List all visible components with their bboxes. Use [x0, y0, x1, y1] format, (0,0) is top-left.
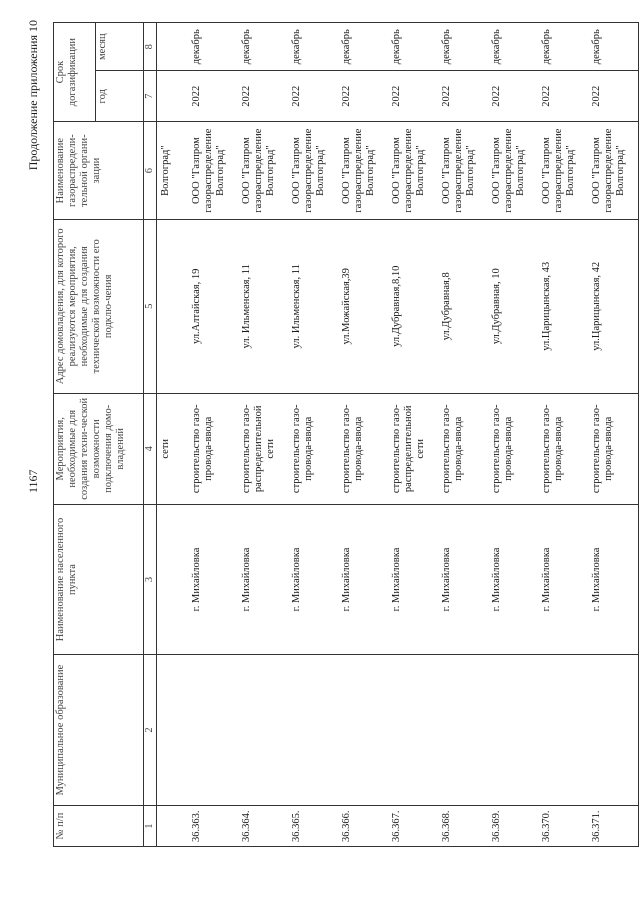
address-cell: ул.Дубравная,8,10 [388, 220, 438, 393]
row-number: 36.368. [438, 806, 488, 847]
settlement-cell: г. Михайловка [288, 505, 338, 655]
row-number: 36.366. [338, 806, 388, 847]
page-number: 1167 [26, 469, 40, 493]
row-number: 36.370. [538, 806, 588, 847]
activity-cell: строительство газо-провода-ввода [338, 393, 388, 505]
month-cell: декабрь [538, 23, 588, 71]
settlement-cell [157, 505, 189, 655]
header-address: Адрес домовладения, для которого реализуются мероприятия, необходимые для создания технической возможности его подклю-чения [54, 220, 144, 393]
year-cell: 2022 [538, 71, 588, 122]
table-row [157, 23, 189, 847]
column-number: 8 [144, 23, 157, 71]
activity-cell: строительство газо-провода-ввода [488, 393, 538, 505]
municipality-cell [488, 654, 538, 805]
address-cell: ул.Алтайская, 19 [188, 220, 238, 393]
settlement-cell: г. Михайловка [538, 505, 588, 655]
address-cell: ул.Можайская,39 [338, 220, 388, 393]
table-row [288, 23, 338, 847]
year-cell: 2022 [588, 71, 639, 122]
year-cell: 2022 [388, 71, 438, 122]
header-month: месяц [96, 23, 144, 71]
year-cell: 2022 [188, 71, 238, 122]
column-number: 7 [144, 71, 157, 122]
table-row [538, 23, 588, 847]
municipality-cell [438, 654, 488, 805]
row-number: 36.369. [488, 806, 538, 847]
settlement-cell: г. Михайловка [238, 505, 288, 655]
column-number: 4 [144, 393, 157, 505]
column-number: 3 [144, 505, 157, 655]
year-cell: 2022 [488, 71, 538, 122]
header-municipality: Муниципальное образование [54, 654, 144, 805]
month-cell: декабрь [488, 23, 538, 71]
table-body [157, 23, 639, 847]
activity-cell: сети [157, 393, 189, 505]
column-number: 5 [144, 220, 157, 393]
settlement-cell: г. Михайловка [588, 505, 639, 655]
gasification-table [53, 22, 639, 847]
header-settlement: Наименование населенного пункта [54, 505, 144, 655]
address-cell: ул.Дубравная, 10 [488, 220, 538, 393]
row-number: 36.371. [588, 806, 639, 847]
year-cell: 2022 [238, 71, 288, 122]
table-row [388, 23, 438, 847]
organization-cell: ООО "Газпром газораспределение Волгоград" [288, 122, 338, 220]
organization-cell: Волгоград" [157, 122, 189, 220]
month-cell: декабрь [188, 23, 238, 71]
table-row [238, 23, 288, 847]
month-cell: декабрь [288, 23, 338, 71]
organization-cell: ООО "Газпром газораспределение Волгоград" [538, 122, 588, 220]
activity-cell: строительство газо-распределительной сети [388, 393, 438, 505]
table-row [488, 23, 538, 847]
address-cell [157, 220, 189, 393]
year-cell: 2022 [438, 71, 488, 122]
month-cell: декабрь [588, 23, 639, 71]
address-cell: ул.Царицынская, 42 [588, 220, 639, 393]
row-number: 36.367. [388, 806, 438, 847]
activity-cell: строительство газо-провода-ввода [288, 393, 338, 505]
organization-cell: ООО "Газпром газораспределение Волгоград" [238, 122, 288, 220]
month-cell: декабрь [338, 23, 388, 71]
activity-cell: строительство газо-провода-ввода [438, 393, 488, 505]
table-row [338, 23, 388, 847]
settlement-cell: г. Михайловка [488, 505, 538, 655]
month-cell: декабрь [238, 23, 288, 71]
settlement-cell: г. Михайловка [388, 505, 438, 655]
year-cell [157, 71, 189, 122]
municipality-cell [157, 654, 189, 805]
month-cell: декабрь [438, 23, 488, 71]
year-cell: 2022 [288, 71, 338, 122]
address-cell: ул. Ильменская, 11 [238, 220, 288, 393]
row-number: 36.364. [238, 806, 288, 847]
activity-cell: строительство газо-провода-ввода [188, 393, 238, 505]
settlement-cell: г. Михайловка [438, 505, 488, 655]
table-row [188, 23, 238, 847]
row-number: 36.363. [188, 806, 238, 847]
municipality-cell [388, 654, 438, 805]
month-cell [157, 23, 189, 71]
organization-cell: ООО "Газпром газораспределение Волгоград" [488, 122, 538, 220]
address-cell: ул.Дубравная,8 [438, 220, 488, 393]
municipality-cell [588, 654, 639, 805]
activity-cell: строительство газо-распределительной сети [238, 393, 288, 505]
year-cell: 2022 [338, 71, 388, 122]
column-number: 1 [144, 806, 157, 847]
table-row [438, 23, 488, 847]
table-header [54, 23, 157, 847]
organization-cell: ООО "Газпром газораспределение Волгоград" [588, 122, 639, 220]
header-organization: Наименование газораспредели-тельной органи-зации [54, 122, 144, 220]
settlement-cell: г. Михайловка [188, 505, 238, 655]
row-number [157, 806, 189, 847]
organization-cell: ООО "Газпром газораспределение Волгоград" [188, 122, 238, 220]
activity-cell: строительство газо-провода-ввода [538, 393, 588, 505]
municipality-cell [538, 654, 588, 805]
organization-cell: ООО "Газпром газораспределение Волгоград" [438, 122, 488, 220]
header-number: № п/п [54, 806, 144, 847]
address-cell: ул. Ильменская, 11 [288, 220, 338, 393]
municipality-cell [338, 654, 388, 805]
municipality-cell [288, 654, 338, 805]
activity-cell: строительство газо-провода-ввода [588, 393, 639, 505]
address-cell: ул.Царицынская, 43 [538, 220, 588, 393]
header-deadline: Срок догазификации [54, 23, 96, 122]
continuation-note: Продолжение приложения 10 [26, 20, 40, 171]
row-number: 36.365. [288, 806, 338, 847]
municipality-cell [238, 654, 288, 805]
settlement-cell: г. Михайловка [338, 505, 388, 655]
month-cell: декабрь [388, 23, 438, 71]
organization-cell: ООО "Газпром газораспределение Волгоград" [388, 122, 438, 220]
header-year: год [96, 71, 144, 122]
municipality-cell [188, 654, 238, 805]
column-number: 6 [144, 122, 157, 220]
column-number: 2 [144, 654, 157, 805]
organization-cell: ООО "Газпром газораспределение Волгоград" [338, 122, 388, 220]
column-numbers-row [144, 23, 157, 847]
header-activity: Мероприятия, необходимые для создания техни-ческой возможности подключения домо-владений [54, 393, 144, 505]
table-row [588, 23, 639, 847]
